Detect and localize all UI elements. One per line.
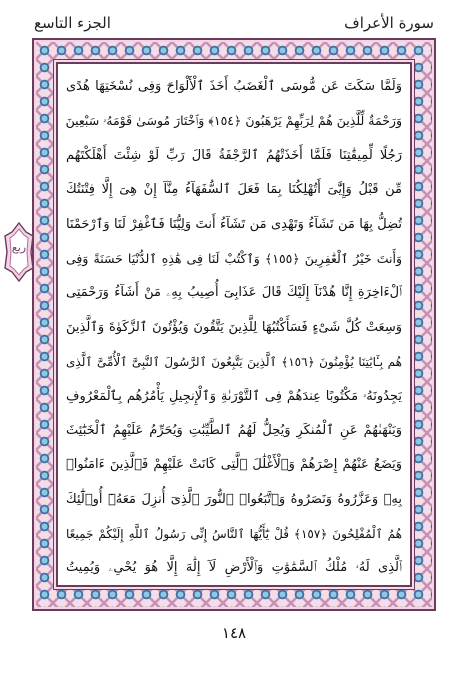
verse-line: مِّن قَبْلُ وَإِيَّٰىَ أَتُهْلِكُنَا بِمَا فَعَلَ ٱلسُّفَهَآءُ مِنَّآ إِنْ هِىَ إِلَّا فِتْنَتُكَ [66,182,402,198]
verse-line: تُضِلُّ بِهَا مَن تَشَآءُ وَتَهْدِى مَن تَشَآءُ أَنتَ وَلِيُّنَا فَٱغْفِرْ لَنَا وَٱرْحَمْنَا [66,216,402,232]
quarter-label: ربع [11,241,27,254]
page-frame [32,38,436,611]
verse-line: وَأَنتَ خَيْرُ ٱلْغَٰفِرِينَ ﴿١٥٥﴾ وَٱكْتُبْ لَنَا فِى هَٰذِهِ ٱلدُّنْيَا حَسَنَةً وَفِى [66,250,402,266]
verse-text-block [66,70,402,579]
verse-line: وَرَحْمَةٌ لِّلَّذِينَ هُمْ لِرَبِّهِمْ يَرْهَبُونَ ﴿١٥٤﴾ وَٱخْتَارَ مُوسَىٰ قَوْمَهُۥ سَبْعِينَ [66,113,402,129]
verse-line: وَلَمَّا سَكَتَ عَن مُّوسَى ٱلْغَضَبُ أَخَذَ ٱلْأَلْوَاحَ وَفِى نُسْخَتِهَا هُدًى [66,79,402,94]
surah-title: سورة الأعراف [344,14,434,32]
verse-line: يَجِدُونَهُۥ مَكْتُوبًا عِندَهُمْ فِى ٱلتَّوْرَىٰةِ وَٱلْإِنجِيلِ يَأْمُرُهُم بِٱلْمَعْرُوفِ [66,388,402,404]
verse-line: رَجُلًا لِّمِيقَٰتِنَا فَلَمَّا أَخَذَتْهُمُ ٱلرَّجْفَةُ قَالَ رَبِّ لَوْ شِئْتَ أَهْلَكْتَهُم [66,147,402,163]
verse-line: وَسِعَتْ كُلَّ شَىْءٍ فَسَأَكْتُبُهَا لِلَّذِينَ يَتَّقُونَ وَيُؤْتُونَ ٱلزَّكَوٰةَ وَٱلَّذِينَ [66,319,402,335]
page-number: ١٤٨ [221,624,247,642]
hizb-quarter-marker [4,222,34,282]
verse-line: بِهِۦ وَعَزَّرُوهُ وَنَصَرُوهُ وَٱتَّبَعُوا۟ ٱلنُّورَ ٱلَّذِىٓ أُنزِلَ مَعَهُۥٓ أُو۟لَٰٓئِكَ [66,491,402,507]
juz-title: الجزء التاسع [34,14,111,32]
verse-line: هُم بِـَٔايَٰتِنَا يُؤْمِنُونَ ﴿١٥٦﴾ ٱلَّذِينَ يَتَّبِعُونَ ٱلرَّسُولَ ٱلنَّبِىَّ ٱلْأُمِّىَّ ٱلَّذِى [66,355,402,370]
verse-line: وَيَضَعُ عَنْهُمْ إِصْرَهُمْ وَٱلْأَغْلَٰلَ ٱلَّتِى كَانَتْ عَلَيْهِمْ فَٱلَّذِينَ ءَامَنُوا۟ [66,457,402,473]
text-panel [56,62,412,587]
verse-line: وَيَنْهَىٰهُمْ عَنِ ٱلْمُنكَرِ وَيُحِلُّ لَهُمُ ٱلطَّيِّبَٰتِ وَيُحَرِّمُ عَلَيْهِمُ ٱلْخَبَٰٓئِثَ [66,422,402,438]
page-header [34,10,434,36]
verse-line: ٱلَّذِى لَهُۥ مُلْكُ ٱلسَّمَٰوَٰتِ وَٱلْأَرْضِ لَآ إِلَٰهَ إِلَّا هُوَ يُحْىِۦ وَيُمِيتُ [66,560,402,576]
verse-line: ٱلْءَاخِرَةِ إِنَّا هُدْنَآ إِلَيْكَ قَالَ عَذَابِىٓ أُصِيبُ بِهِۦ مَنْ أَشَآءُ وَرَحْمَتِى [66,285,402,301]
verse-line: هُمُ ٱلْمُفْلِحُونَ ﴿١٥٧﴾ قُلْ يَٰٓأَيُّهَا ٱلنَّاسُ إِنِّى رَسُولُ ٱللَّهِ إِلَيْكُمْ جَمِيعًا [66,527,402,542]
